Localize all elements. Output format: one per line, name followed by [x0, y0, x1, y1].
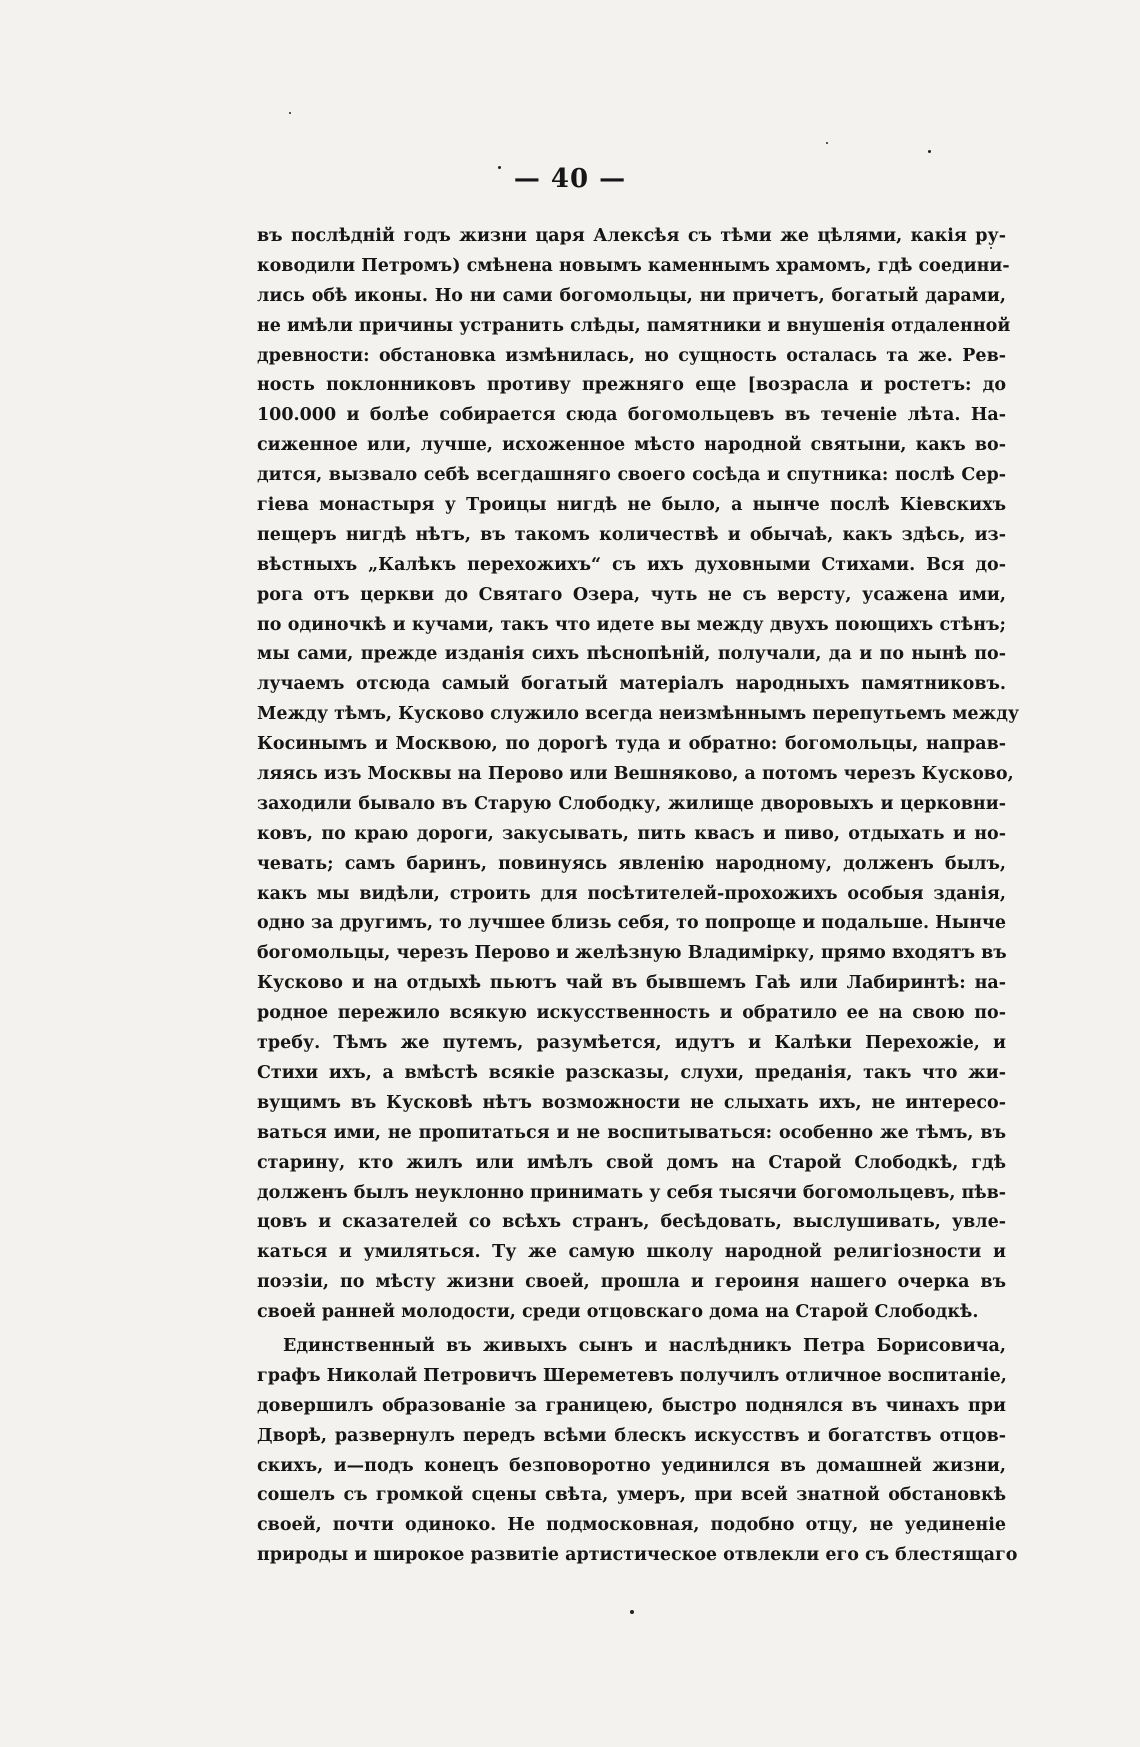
- text-line: ляясь изъ Москвы на Перово или Вешняково, а потомъ черезъ Кусково,: [257, 764, 1014, 785]
- text-line: Стихи ихъ, а вмѣстѣ всякіе разсказы, слухи, преданія, такъ что жи-: [257, 1062, 1006, 1083]
- text-line: сошелъ съ громкой сцены свѣта, умеръ, при всей знатной обстановкѣ: [257, 1485, 1006, 1506]
- print-speck: [990, 247, 992, 249]
- text-line: рога отъ церкви до Святаго Озера, чуть не съ версту, усажена ими,: [257, 584, 1006, 605]
- text-line: поэзіи, по мѣсту жизни своей, прошла и героиня нашего очерка въ: [257, 1272, 1006, 1293]
- print-speck: [928, 150, 931, 153]
- text-line: цовъ и сказателей со всѣхъ странъ, бесѣдовать, выслушивать, увле-: [257, 1212, 1006, 1233]
- text-line: богомольцы, черезъ Перово и желѣзную Владимірку, прямо входятъ въ: [257, 943, 1007, 964]
- text-line: ность поклонниковъ противу прежняго еще [возрасла и ростетъ: до: [257, 375, 1006, 396]
- text-line: 100.000 и болѣе собирается сюда богомольцевъ въ теченіе лѣта. На-: [257, 405, 1006, 426]
- page-number: — 40 —: [513, 164, 627, 194]
- text-line: ководили Петромъ) смѣнена новымъ каменнымъ храмомъ, гдѣ соедини-: [257, 255, 1010, 276]
- text-line: вущимъ въ Кусковѣ нѣтъ возможности не слыхать ихъ, не интересо-: [257, 1092, 1006, 1113]
- text-line: ковъ, по краю дороги, закусывать, пить квасъ и пиво, отдыхать и но-: [257, 823, 1006, 844]
- text-line: долженъ былъ неуклонно принимать у себя тысячи богомольцевъ, пѣв-: [257, 1182, 1007, 1203]
- print-speck: [826, 142, 828, 144]
- text-line: дится, вызвало себѣ всегдашняго своего сосѣда и спутника: послѣ Сер-: [257, 465, 1006, 486]
- text-line: Между тѣмъ, Кусково служило всегда неизмѣннымъ перепутьемъ между: [257, 704, 1020, 725]
- text-line: чевать; самъ баринъ, повинуясь явленію народному, долженъ былъ,: [257, 853, 1006, 874]
- text-line: скихъ, и—подъ конецъ безповоротно уединился въ домашней жизни,: [257, 1455, 1006, 1476]
- text-line: какъ мы видѣли, строить для посѣтителей-прохожихъ особыя зданія,: [257, 883, 1006, 904]
- text-line: каться и умиляться. Ту же самую школу народной религіозности и: [257, 1242, 1006, 1263]
- text-line: древности: обстановка измѣнилась, но сущность осталась та же. Рев-: [257, 345, 1006, 366]
- text-line: довершилъ образованіе за границею, быстро поднялся въ чинахъ при: [257, 1395, 1006, 1416]
- text-line: заходили бывало въ Старую Слободку, жилище дворовыхъ и церковни-: [257, 793, 1006, 814]
- text-line: лись обѣ иконы. Но ни сами богомольцы, ни причетъ, богатый дарами,: [257, 285, 1006, 306]
- text-line: одно за другимъ, то лучшее близь себя, то попроще и подальше. Нынче: [257, 913, 1006, 934]
- text-line: сиженное или, лучше, исхоженное мѣсто народной святыни, какъ во-: [257, 435, 1006, 456]
- text-line: ваться ими, не пропитаться и не воспитываться: особенно же тѣмъ, въ: [257, 1122, 1006, 1143]
- text-line: своей ранней молодости, среди отцовскаго дома на Старой Слободкѣ.: [257, 1302, 979, 1323]
- text-line: Единственный въ живыхъ сынъ и наслѣдникъ Петра Борисовича,: [283, 1335, 1006, 1356]
- text-line: вѣстныхъ „Калѣкъ перехожихъ“ съ ихъ духовными Стихами. Вся до-: [257, 554, 1006, 575]
- print-speck: [498, 166, 501, 169]
- text-line: Косинымъ и Москвою, по дорогѣ туда и обратно: богомольцы, направ-: [257, 734, 1006, 755]
- text-line: въ послѣдній годъ жизни царя Алексѣя съ тѣми же цѣлями, какія ру-: [257, 226, 1006, 246]
- text-line: Кусково и на отдыхѣ пьютъ чай въ бывшемъ Гаѣ или Лабиринтѣ: на-: [257, 973, 1006, 994]
- text-line: природы и широкое развитіе артистическое отвлекли его съ блестящаго: [257, 1545, 1018, 1566]
- print-speck: [289, 112, 291, 114]
- text-line: гіева монастыря у Троицы нигдѣ не было, а нынче послѣ Кіевскихъ: [257, 495, 1006, 516]
- text-line: своей, почти одиноко. Не подмосковная, подобно отцу, не уединеніе: [257, 1515, 1006, 1536]
- text-line: по одиночкѣ и кучами, такъ что идете вы между двухъ поющихъ стѣнъ;: [257, 614, 1006, 635]
- paragraph-2: [257, 1332, 1018, 1571]
- text-line: Дворѣ, развернулъ передъ всѣми блескъ искусствъ и богатствъ отцов-: [257, 1425, 1006, 1446]
- text-line: требу. Тѣмъ же путемъ, разумѣется, идутъ и Калѣки Перехожіе, и: [257, 1033, 1006, 1054]
- text-line: родное пережило всякую искусственность и обратило ее на свою по-: [257, 1003, 1006, 1024]
- text-line: лучаемъ отсюда самый богатый матеріалъ народныхъ памятниковъ.: [257, 674, 1006, 695]
- text-line: мы сами, прежде изданія сихъ пѣснопѣній, получали, да и по нынѣ по-: [257, 644, 1006, 665]
- print-speck: [630, 1610, 634, 1614]
- text-line: не имѣли причины устранить слѣды, памятники и внушенія отдаленной: [257, 315, 1011, 336]
- paragraph-1: [257, 222, 1020, 1328]
- text-line: пещеръ нигдѣ нѣтъ, въ такомъ количествѣ и обычаѣ, какъ здѣсь, из-: [257, 524, 1006, 545]
- text-line: графъ Николай Петровичъ Шереметевъ получилъ отличное воспитаніе,: [257, 1365, 1007, 1386]
- body-text: [257, 222, 1020, 1571]
- text-line: старину, кто жилъ или имѣлъ свой домъ на Старой Слободкѣ, гдѣ: [257, 1152, 1006, 1173]
